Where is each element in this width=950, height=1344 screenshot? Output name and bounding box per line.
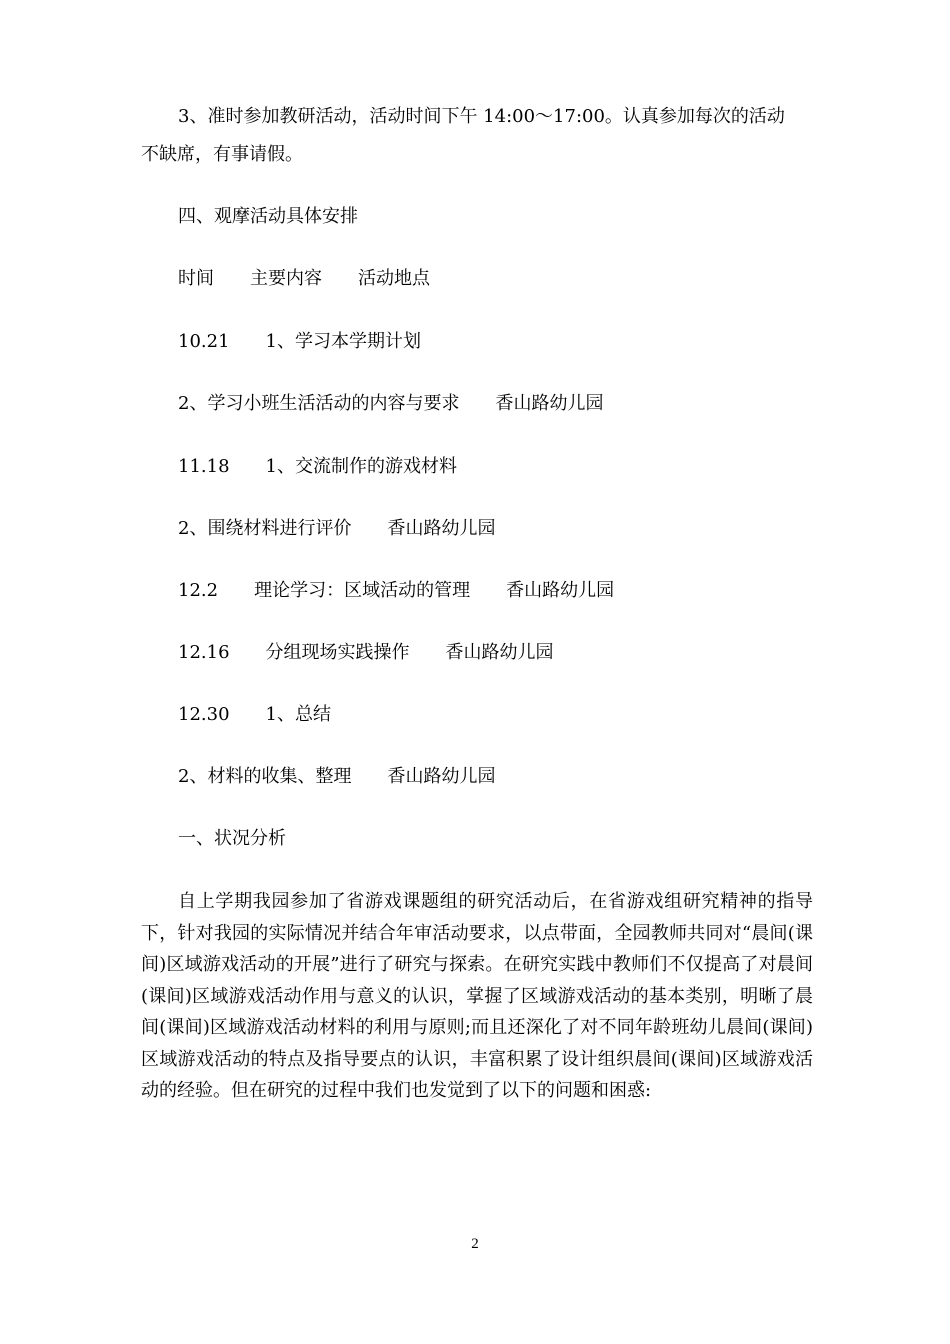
section-heading-analysis: 一、状况分析 [178,828,286,849]
requirement-item-3-continued: 不缺席，有事请假。 [141,144,303,165]
schedule-row-1118-a: 11.18 1、交流制作的游戏材料 [178,456,457,477]
analysis-paragraph: 自上学期我园参加了省游戏课题组的研究活动后，在省游戏组研究精神的指导下，针对我园的实际情况并结合年审活动要求，以点带面，全园教师共同对“晨间(课间)区域游戏活动的开展”进行了研究与探索。在研究实践中教师们不仅提高了对晨间(课间)区域游戏活动作用与意义的认识，掌握了区域游戏活动的基本类别，明晰了晨间(课间)区域游戏活动材料的利用与原则;而且还深化了对不同年龄班幼儿晨间(课间)区域游戏活动的特点及指导要点的认识，丰富积累了设计组织晨间(课间)区域游戏活动的经验。但在研究的过程中我们也发觉到了以下的问题和困惑: [141,891,813,1101]
schedule-row-1230-b: 2、材料的收集、整理 香山路幼儿园 [178,766,496,787]
schedule-row-1202: 12.2 理论学习：区域活动的管理 香山路幼儿园 [178,580,615,601]
schedule-row-1021-a: 10.21 1、学习本学期计划 [178,331,421,352]
page-number: 2 [471,1236,479,1252]
schedule-row-1021-b: 2、学习小班生活活动的内容与要求 香山路幼儿园 [178,393,604,414]
schedule-row-1216: 12.16 分组现场实践操作 香山路幼儿园 [178,642,554,663]
schedule-header: 时间 主要内容 活动地点 [178,268,430,289]
section-heading-schedule: 四、观摩活动具体安排 [178,206,358,227]
schedule-row-1118-b: 2、围绕材料进行评价 香山路幼儿园 [178,518,496,539]
requirement-item-3: 3、准时参加教研活动，活动时间下午 14:00～17:00。认真参加每次的活动 [178,106,785,127]
schedule-row-1230-a: 12.30 1、总结 [178,704,331,725]
